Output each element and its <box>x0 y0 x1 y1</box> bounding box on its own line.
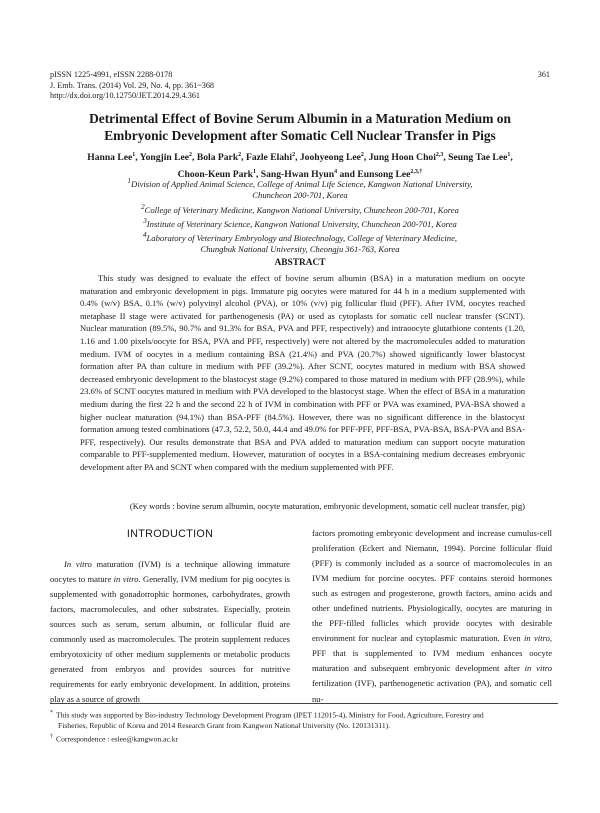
affiliation-text: Institute of Veterinary Science, Kangwon National University, Chuncheon 200-701, Korea <box>146 218 457 229</box>
affiliation-text: Chuncheon 200-701, Korea <box>252 190 348 201</box>
author-name: Sang-Hwan Hyun <box>260 169 335 181</box>
author-name: Seung Tae Lee <box>448 152 508 164</box>
author-affiliation-mark: 2 <box>189 152 193 158</box>
affiliation-list <box>40 176 560 256</box>
affiliation-line <box>40 176 560 190</box>
author-name: Yongjin Lee <box>139 152 190 164</box>
correspondence-email[interactable]: Correspondence : eslee@kangwon.ac.kr <box>56 734 179 744</box>
funding-text-2: Fisheries, Republic of Korea and 2014 Research Grant from Kangwon National University (No. 120131311). <box>58 721 391 731</box>
author-name: Joohyeong Lee <box>299 152 361 164</box>
author-list: Hanna Lee$^1$, Yongjin Lee$^2$, Bola Park$^2$, Fazle Elahi$^2$, Joohyeong Lee$^2$, Jung Hoon Choi$^{2,3}$, Seung Tae Lee$^1$, Choon-Keun Park$^1$, Sang-Hwan Hyun$^4$ and Eunsong Lee$^{2,3,\dagger}$ <box>87 152 513 181</box>
affiliation-line <box>40 230 560 244</box>
body-text: maturation (IVM) is a technique allowing immature oocytes to mature <box>50 559 290 585</box>
affiliation-mark: 1 <box>127 177 131 185</box>
italic-term: in vitro <box>524 633 550 644</box>
author-name: Jung Hoon Choi <box>368 152 436 164</box>
paper-title <box>40 110 560 144</box>
author-name: Fazle Elahi <box>245 152 293 164</box>
author-affiliation-mark: 1 <box>132 152 136 158</box>
author-affiliation-mark: 2 <box>238 152 242 158</box>
body-text: fertilization (IVF), parthenogenetic activation (PA), and somatic cell nu- <box>312 678 552 704</box>
body-text: factors promoting embryonic development and increase cumulus-cell proliferation (Eckert and Niemann, 1994). Porcine follicular fluid (PFF) is commonly included as a source of macromolecules in an IVM medium for porcine oocytes. PFF contains steroid hormones such as estrogen and progesterone, growth factors, amino acids and other undefined nutrients. Physiologically, oocytes are maturing in the PFF-filled follicles which provide oocytes with desirable environment for nuclear and cytoplasmic maturation. Even <box>312 528 552 644</box>
affiliation-mark: 4 <box>142 231 147 240</box>
author-affiliation-mark: 1 <box>253 169 256 176</box>
journal-meta <box>50 70 214 102</box>
author-affiliation-mark: 4 <box>334 169 338 176</box>
author-affiliation-mark: 1 <box>507 152 511 158</box>
affiliation-text: Division of Applied Animal Science, College of Animal Life Science, Kangwon National University, <box>131 178 473 189</box>
italic-term: in vitro <box>524 663 552 674</box>
funding-text-1: This study was supported by Bio-industry Technology Development Program (IPET 112015-4), Ministry for Food, Agriculture, Forestry and <box>56 710 484 720</box>
affiliation-line <box>40 202 560 216</box>
author-affiliation-mark: 2 <box>292 152 296 158</box>
correspondence-footnote <box>50 732 558 745</box>
affiliation-line <box>40 190 560 201</box>
italic-term: In vitro <box>64 559 92 569</box>
author-name: Bola Park <box>196 152 239 164</box>
affiliation-text: Chungbuk National University, Cheongju 361-763, Korea <box>200 244 400 255</box>
affiliation-text: Laboratory of Veterinary Embryology and Biotechnology, College of Veterinary Medicine, <box>146 233 458 244</box>
body-text: , PFF that is supplemented to IVM medium enhances oocyte maturation and subsequent embryonic development after <box>312 633 552 674</box>
doi-link[interactable]: http://dx.doi.org/10.12750/JET.2014.29.4.361 <box>50 91 201 101</box>
title-line: Detrimental Effect of Bovine Serum Albumin in a Maturation Medium on <box>89 111 511 126</box>
affiliation-mark: 2 <box>141 202 145 211</box>
abstract-heading: ABSTRACT <box>274 258 326 268</box>
footnotes <box>50 708 558 745</box>
title-line: Embryonic Development after Somatic Cell Nuclear Transfer in Pigs <box>104 128 496 143</box>
footnote-symbol: * <box>50 710 53 716</box>
abstract-text: This study was designed to evaluate the effect of bovine serum albumin (BSA) in a maturation medium on oocyte maturation and embryonic development in pigs. Immature pig oocytes were matured for 44 h in a medium supplemented with 0.4% (w/v) BSA, 0.1% (w/v) polyvinyl alcohol (PVA), or 10% (v/v) pig follicular fluid (PFF). After IVM, oocytes reached metaphase II stage were activated for parthenogenesis (PA) or used as cytoplasts for somatic cell nuclear transfer (SCNT). Nuclear maturation (89.5%, 90.7% and 91.3% for BSA, PVA and PFF, respectively) and intraoocyte glutathione contents (1.20, 1.16 and 1.00 pixels/oocyte for BSA, PVA and PFF, respectively) were not altered by the macromolecules added to maturation medium. IVM of oocytes in a medium containing BSA (21.4%) and PVA (20.7%) showed significantly lower blastocyst formation after PA than culture in medium with PFF (39.2%). After SCNT, oocytes matured in medium with BSA showed decreased embryonic development to the blastocyst stage (9.2%) compared to those matured in medium with PFF (28.9%), while 23.6% of SCNT oocytes matured in medium with PVA developed to the blastocyst stage. When the effect of BSA in a maturation medium during the first 22 h and the second 22 h of IVM in combination with PFF or PVA was examined, PVA-BSA showed a higher nuclear maturation (94.1%) than BSA-PFF (84.5%). However, there was no significant difference in the blastocyst formation among tested combinations (47.3, 52.2, 50.0, 44.4 and 49.0% for PFF-PFF, PFF-BSA, PVA-BSA, BSA-PVA and BSA-PFF, respectively). Our results demonstrate that BSA and PVA added to maturation medium can support oocyte maturation comparable to PFF-supplemented medium. However, maturation of oocytes in a BSA-containing medium decreases embryonic development after PA and SCNT when compared with the medium supplemented with PFF. <box>80 273 525 472</box>
affiliation-line <box>40 244 560 255</box>
author-affiliation-mark: 2,3 <box>435 152 444 158</box>
body-text: . Generally, IVM medium for pig oocytes is supplemented with gonadotrophic hormones, carbohydrates, growth factors, macromolecules, and other substrates. Especially, protein sources such as serum, serum albumin, or follicular fluid are commonly used as macromolecules. The protein supplement reduces embryotoxicity of other medium supplements or metabolic products generated from embryos and provides sources for nutritive requirements for early embryonic development. In addition, proteins play as a source of growth <box>50 574 290 705</box>
italic-term: in vitro <box>113 574 139 585</box>
issn-line: pISSN 1225-4991, eISSN 2288-0178 <box>50 70 173 79</box>
intro-left-column <box>50 557 290 707</box>
author-affiliation-mark: 2,3,† <box>410 169 423 176</box>
funding-footnote <box>50 708 558 721</box>
author-name: Choon-Keun Park <box>177 169 253 181</box>
introduction-heading: INTRODUCTION <box>126 528 214 540</box>
page-number: 361 <box>537 70 550 79</box>
keywords: (Key words : bovine serum albumin, oocyte maturation, embryonic development, somatic cell nuclear transfer, pig) <box>129 501 525 511</box>
affiliation-text: College of Veterinary Medicine, Kangwon National University, Chuncheon 200-701, Korea <box>144 204 459 215</box>
intro-right-column <box>312 526 552 707</box>
affiliation-mark: 3 <box>143 216 147 225</box>
dagger-symbol: † <box>50 733 53 740</box>
author-name: Hanna Lee <box>87 152 133 164</box>
author-affiliation-mark: 2 <box>360 152 364 158</box>
journal-citation: J. Emb. Trans. (2014) Vol. 29, No. 4, pp. 361~368 <box>50 80 215 90</box>
footnote-divider <box>50 703 558 704</box>
affiliation-line <box>40 216 560 230</box>
author-name: Eunsong Lee <box>357 169 411 181</box>
